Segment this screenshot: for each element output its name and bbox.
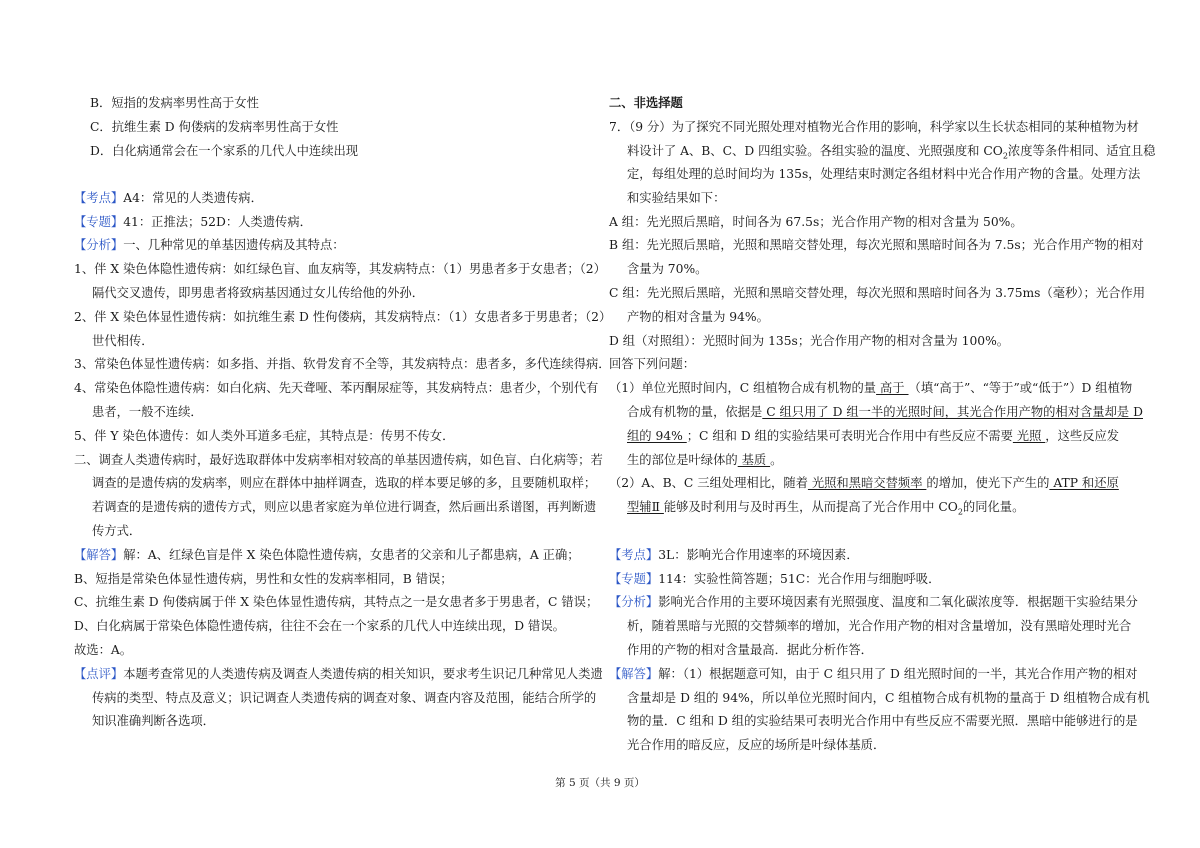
jieda-paragraph: 含量却是 D 组的 94%，所以单位光照时间内，C 组植物合成有机物的量高于 D 组植物合成有机	[627, 691, 1150, 705]
kaodian-tag: 【考点】	[74, 191, 124, 205]
dianping-line	[74, 666, 603, 682]
fenxi-paragraph: 若调查的是遗传病的遗传方式，则应以患者家庭为单位进行调查，然后画出系谱图，再判断遗	[92, 500, 597, 514]
answer-prompt: 回答下列问题：	[609, 357, 696, 371]
jieda-line	[609, 666, 1137, 682]
dianping-text: 本题考查常见的人类遗传病及调查人类遗传病的相关知识，要求考生识记几种常见人类遗	[123, 667, 603, 681]
zhuanti-text: 41：正推法；52D：人类遗传病．	[123, 215, 312, 229]
sub-question-2: 型辅Ⅱ 能够及时利用与及时再生，从而提高了光合作用中 $CO_2$的同化量。	[627, 500, 1025, 517]
fenxi-paragraph: 1、伴 X 染色体隐性遗传病：如红绿色盲、血友病等，其发病特点：（1）男患者多于女患者；（2）	[74, 262, 606, 276]
answer-blank: 基质	[737, 453, 771, 467]
sub-question-2: （2）A、B、C 三组处理相比，随着 光照和黑暗交替频率 的增加，使光下产生的 ATP 和还原	[609, 476, 1119, 490]
jieda-text: 解：A、红绿色盲是伴 X 染色体隐性遗传病，女患者的父亲和儿子都患病，A 正确；	[123, 548, 580, 562]
kaodian-text: A4：常见的人类遗传病．	[123, 191, 263, 205]
fenxi-paragraph: 4、常染色体隐性遗传病：如白化病、先天聋哑、苯丙酮尿症等，其发病特点：患者少，个别代有	[74, 381, 599, 395]
page-footer: 第 5 页（共 9 页）	[555, 777, 645, 789]
jieda-line	[74, 547, 580, 563]
group-c: C 组：先光照后黑暗，光照和黑暗交替处理，每次光照和黑暗时间各为 3.75ms（毫秒）；光合作用	[609, 286, 1146, 300]
option-b: B．短指的发病率男性高于女性	[90, 96, 259, 110]
fenxi-tag: 【分析】	[74, 238, 124, 252]
jieda-paragraph: B、短指是常染色体显性遗传病，男性和女性的发病率相同，B 错误；	[74, 572, 453, 586]
fenxi-paragraph: 2、伴 X 染色体显性遗传病：如抗维生素 D 性佝偻病，其发病特点：（1）女患者多于男患者；（2）	[74, 310, 612, 324]
zhuanti-line	[609, 571, 940, 587]
jieda-paragraph: 物的量．C 组和 D 组的实验结果可表明光合作用中有些反应不需要光照．黑暗中能够进行的是	[627, 714, 1138, 728]
fenxi-paragraph: 作用的产物的相对含量最高．据此分析作答．	[627, 643, 873, 657]
group-b: 含量为 70%。	[627, 262, 708, 276]
zhuanti-tag: 【专题】	[609, 572, 659, 586]
option-d: D．白化病通常会在一个家系的几代人中连续出现	[90, 144, 359, 158]
dianping-paragraph: 传病的类型、特点及意义；识记调查人类遗传病的调查对象、调查内容及范围，能结合所学的	[92, 691, 597, 705]
dianping-tag: 【点评】	[74, 667, 124, 681]
question-7-stem: 和实验结果如下：	[627, 191, 726, 205]
sub-question-1: 生的部位是叶绿体的 基质 。	[627, 453, 783, 467]
fenxi-paragraph: 调查的是遗传病的发病率，则应在群体中抽样调查，选取的样本要足够的多，且要随机取样；	[92, 476, 597, 490]
fenxi-text: 一、几种常见的单基因遗传病及其特点：	[123, 238, 345, 252]
zhuanti-line	[74, 214, 312, 230]
question-7-stem: 定，每组处理的总时间均为 135s，处理结束时测定各组材料中光合作用产物的含量。处理方法	[627, 167, 1141, 181]
fenxi-paragraph: 二、调查人类遗传病时，最好选取群体中发病率相对较高的单基因遗传病，如色盲、白化病等；若	[74, 453, 603, 467]
answer-blank: 高于	[876, 381, 909, 395]
sub-question-1: （1）单位光照时间内，C 组植物合成有机物的量 高于 （填“高于”、“等于”或“低于”）D 组植物	[609, 381, 1133, 395]
group-d: D 组（对照组）：光照时间为 135s；光合作用产物的相对含量为 100%。	[609, 334, 1010, 348]
fenxi-text: 影响光合作用的主要环境因素有光照强度、温度和二氧化碳浓度等．根据题干实验结果分	[658, 595, 1138, 609]
jieda-paragraph: 光合作用的暗反应，反应的场所是叶绿体基质．	[627, 738, 886, 752]
zhuanti-tag: 【专题】	[74, 215, 124, 229]
answer-blank: ATP 和还原	[1049, 476, 1119, 490]
fenxi-paragraph: 隔代交叉遗传，即男患者将致病基因通过女儿传给他的外孙．	[92, 286, 425, 300]
jieda-tag: 【解答】	[609, 667, 659, 681]
answer-blank: 型辅Ⅱ	[627, 500, 664, 514]
kaodian-tag: 【考点】	[609, 548, 659, 562]
jieda-paragraph: D、白化病属于常染色体隐性遗传病，往往不会在一个家系的几代人中连续出现，D 错误。	[74, 619, 565, 633]
section-title: 二、非选择题	[609, 95, 683, 110]
answer-blank: 光照和黑暗交替频率	[807, 476, 927, 490]
fenxi-paragraph: 患者，一般不连续．	[92, 405, 203, 419]
answer-blank: 光照	[1012, 429, 1046, 443]
jieda-paragraph: C、抗维生素 D 佝偻病属于伴 X 染色体显性遗传病，其特点之一是女患者多于男患者，C 错误；	[74, 595, 599, 609]
group-c: 产物的相对含量为 94%。	[627, 310, 769, 324]
sub-question-1: 合成有机物的量，依据是 C 组只用了 D 组一半的光照时间，其光合作用产物的相对含量却是 D	[627, 405, 1143, 419]
answer-blank: C 组只用了 D 组一半的光照时间，其光合作用产物的相对含量却是 D	[762, 405, 1143, 419]
sub-question-1: 组的 94% ；C 组和 D 组的实验结果可表明光合作用中有些反应不需要 光照 ，这些反应发	[627, 429, 1120, 443]
jieda-text: 解：（1）根据题意可知，由于 C 组只用了 D 组光照时间的一半，其光合作用产物的相对	[658, 667, 1138, 681]
fenxi-paragraph: 析，随着黑暗与光照的交替频率的增加，光合作用产物的相对含量增加，没有黑暗处理时光合	[627, 619, 1132, 633]
fenxi-paragraph: 传方式．	[92, 524, 142, 538]
question-7-stem: 料设计了 A、B、C、D 四组实验。各组实验的温度、光照强度和 $CO_2$浓度等条件相同、适宜且稳	[627, 144, 1156, 161]
kaodian-line	[74, 190, 263, 206]
dianping-paragraph: 知识准确判断各选项．	[92, 714, 215, 728]
jieda-paragraph: 故选：A。	[74, 643, 133, 657]
option-c: C．抗维生素 D 佝偻病的发病率男性高于女性	[90, 120, 339, 134]
fenxi-line	[74, 237, 345, 253]
fenxi-tag: 【分析】	[609, 595, 659, 609]
jieda-tag: 【解答】	[74, 548, 124, 562]
fenxi-paragraph: 5、伴 Y 染色体遗传：如人类外耳道多毛症，其特点是：传男不传女．	[74, 429, 455, 443]
group-b: B 组：先光照后黑暗，光照和黑暗交替处理，每次光照和黑暗时间各为 7.5s；光合作用产物的相对	[609, 238, 1144, 252]
question-7-stem: 7．（9 分）为了探究不同光照处理对植物光合作用的影响，科学家以生长状态相同的某种植物为材	[609, 120, 1139, 134]
answer-blank: 组的 94%	[627, 429, 687, 443]
group-a: A 组：先光照后黑暗，时间各为 67.5s；光合作用产物的相对含量为 50%。	[609, 215, 1023, 229]
kaodian-text: 3L：影响光合作用速率的环境因素．	[658, 548, 859, 562]
zhuanti-text: 114：实验性简答题；51C：光合作用与细胞呼吸．	[658, 572, 941, 586]
fenxi-paragraph: 3、常染色体显性遗传病：如多指、并指、软骨发育不全等，其发病特点：患者多，多代连续得病．	[74, 357, 611, 371]
fenxi-paragraph: 世代相传．	[92, 334, 154, 348]
kaodian-line	[609, 547, 859, 563]
fenxi-line	[609, 594, 1138, 610]
